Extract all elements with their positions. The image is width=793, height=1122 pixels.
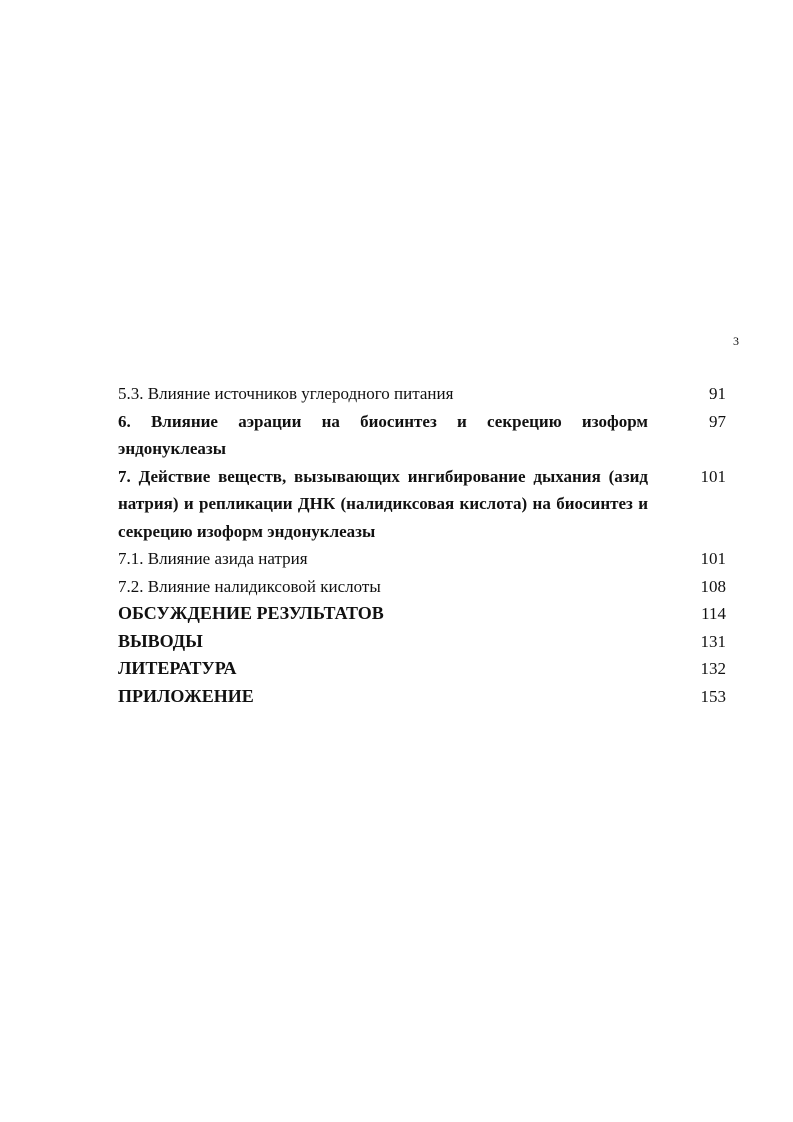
toc-entry-page: 114 xyxy=(701,604,726,623)
toc-entry-title: 7.2. Влияние налидиксовой кислоты xyxy=(118,576,381,596)
toc-entry-conclusions xyxy=(118,628,726,656)
toc-entry-7 xyxy=(118,463,726,546)
toc-entry-page: 101 xyxy=(700,549,726,568)
toc-entry-title: ВЫВОДЫ xyxy=(118,630,203,651)
toc-entry-page: 132 xyxy=(700,659,726,678)
page-number: 3 xyxy=(733,334,739,348)
toc-entry-5-3 xyxy=(118,380,726,408)
toc-entry-page: 153 xyxy=(700,686,726,706)
toc-entry-page: 101 xyxy=(700,466,726,486)
toc-entry-page: 91 xyxy=(709,384,726,403)
toc-entry-title: 5.3. Влияние источников углеродного питания xyxy=(118,384,454,403)
toc-entry-6 xyxy=(118,408,726,463)
table-of-contents xyxy=(118,380,726,710)
toc-entry-page: 108 xyxy=(700,576,726,596)
toc-entry-7-1 xyxy=(118,545,726,573)
toc-entry-title: 6. Влияние аэрации на биосинтез и секрецию изоформ эндонуклеазы xyxy=(118,411,648,458)
toc-entry-discussion xyxy=(118,600,726,628)
toc-entry-title: 7.1. Влияние азида натрия xyxy=(118,549,308,568)
toc-entry-page: 97 xyxy=(709,411,726,431)
toc-entry-title: ПРИЛОЖЕНИЕ xyxy=(118,685,254,706)
toc-entry-title: ОБСУЖДЕНИЕ РЕЗУЛЬТАТОВ xyxy=(118,603,384,623)
toc-entry-literature xyxy=(118,655,726,683)
toc-entry-title: 7. Действие веществ, вызывающих ингибирование дыхания (азид натрия) и репликации ДНК (налидиксовая кислота) на биосинтез и секрецию изоформ эндонуклеазы xyxy=(118,466,648,541)
toc-entry-title: ЛИТЕРАТУРА xyxy=(118,658,237,678)
toc-entry-7-2 xyxy=(118,573,726,601)
toc-entry-appendix xyxy=(118,683,726,711)
toc-entry-page: 131 xyxy=(700,631,726,651)
